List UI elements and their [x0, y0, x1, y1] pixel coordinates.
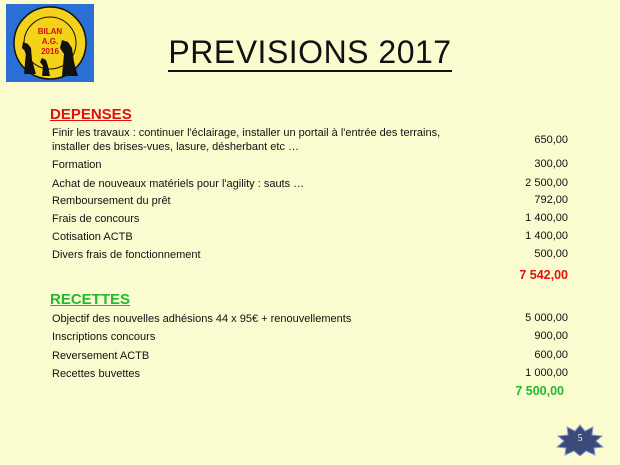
recette-amount: 1 000,00	[525, 367, 568, 379]
depenses-total: 7 542,00	[519, 268, 568, 282]
depense-amount: 2 500,00	[525, 177, 568, 189]
recette-label: Reversement ACTB	[52, 350, 150, 362]
recettes-heading: RECETTES	[50, 291, 131, 308]
depense-label: Cotisation ACTB	[52, 231, 133, 243]
depense-amount: 500,00	[534, 248, 568, 260]
depense-amount: 650,00	[534, 134, 568, 146]
depense-label: Achat de nouveaux matériels pour l'agility : sauts …	[52, 178, 305, 190]
depense-amount: 1 400,00	[525, 230, 568, 242]
depense-label: Remboursement du prêt	[52, 195, 171, 207]
depense-amount: 792,00	[534, 194, 568, 206]
depense-row	[52, 126, 568, 156]
depense-label: Finir les travaux : continuer l'éclairage, installer un portail à l'entrée des terrains, installer des brises-vues, lasure, désherbant etc …	[52, 127, 441, 153]
recette-amount: 900,00	[534, 330, 568, 342]
page-title	[0, 34, 620, 71]
depense-label: Formation	[52, 159, 102, 171]
page-number-badge	[556, 424, 604, 456]
depenses-heading: DEPENSES	[50, 106, 132, 123]
depense-amount: 1 400,00	[525, 212, 568, 224]
recette-amount: 600,00	[534, 349, 568, 361]
logo-line-3: 2016	[41, 47, 59, 56]
recette-label: Inscriptions concours	[52, 331, 156, 343]
recette-amount: 5 000,00	[525, 312, 568, 324]
recette-label: Recettes buvettes	[52, 368, 141, 380]
depense-label: Divers frais de fonctionnement	[52, 249, 201, 261]
recette-label: Objectif des nouvelles adhésions 44 x 95€ + renouvellements	[52, 313, 352, 325]
depense-label: Frais de concours	[52, 213, 140, 225]
logo-line-1: BILAN	[37, 27, 63, 36]
recettes-total: 7 500,00	[515, 384, 564, 398]
page-number: 5	[577, 433, 583, 444]
depense-amount: 300,00	[534, 158, 568, 170]
logo-line-2: A.G.	[41, 37, 59, 46]
page-title-text: PREVISIONS 2017	[168, 34, 452, 70]
